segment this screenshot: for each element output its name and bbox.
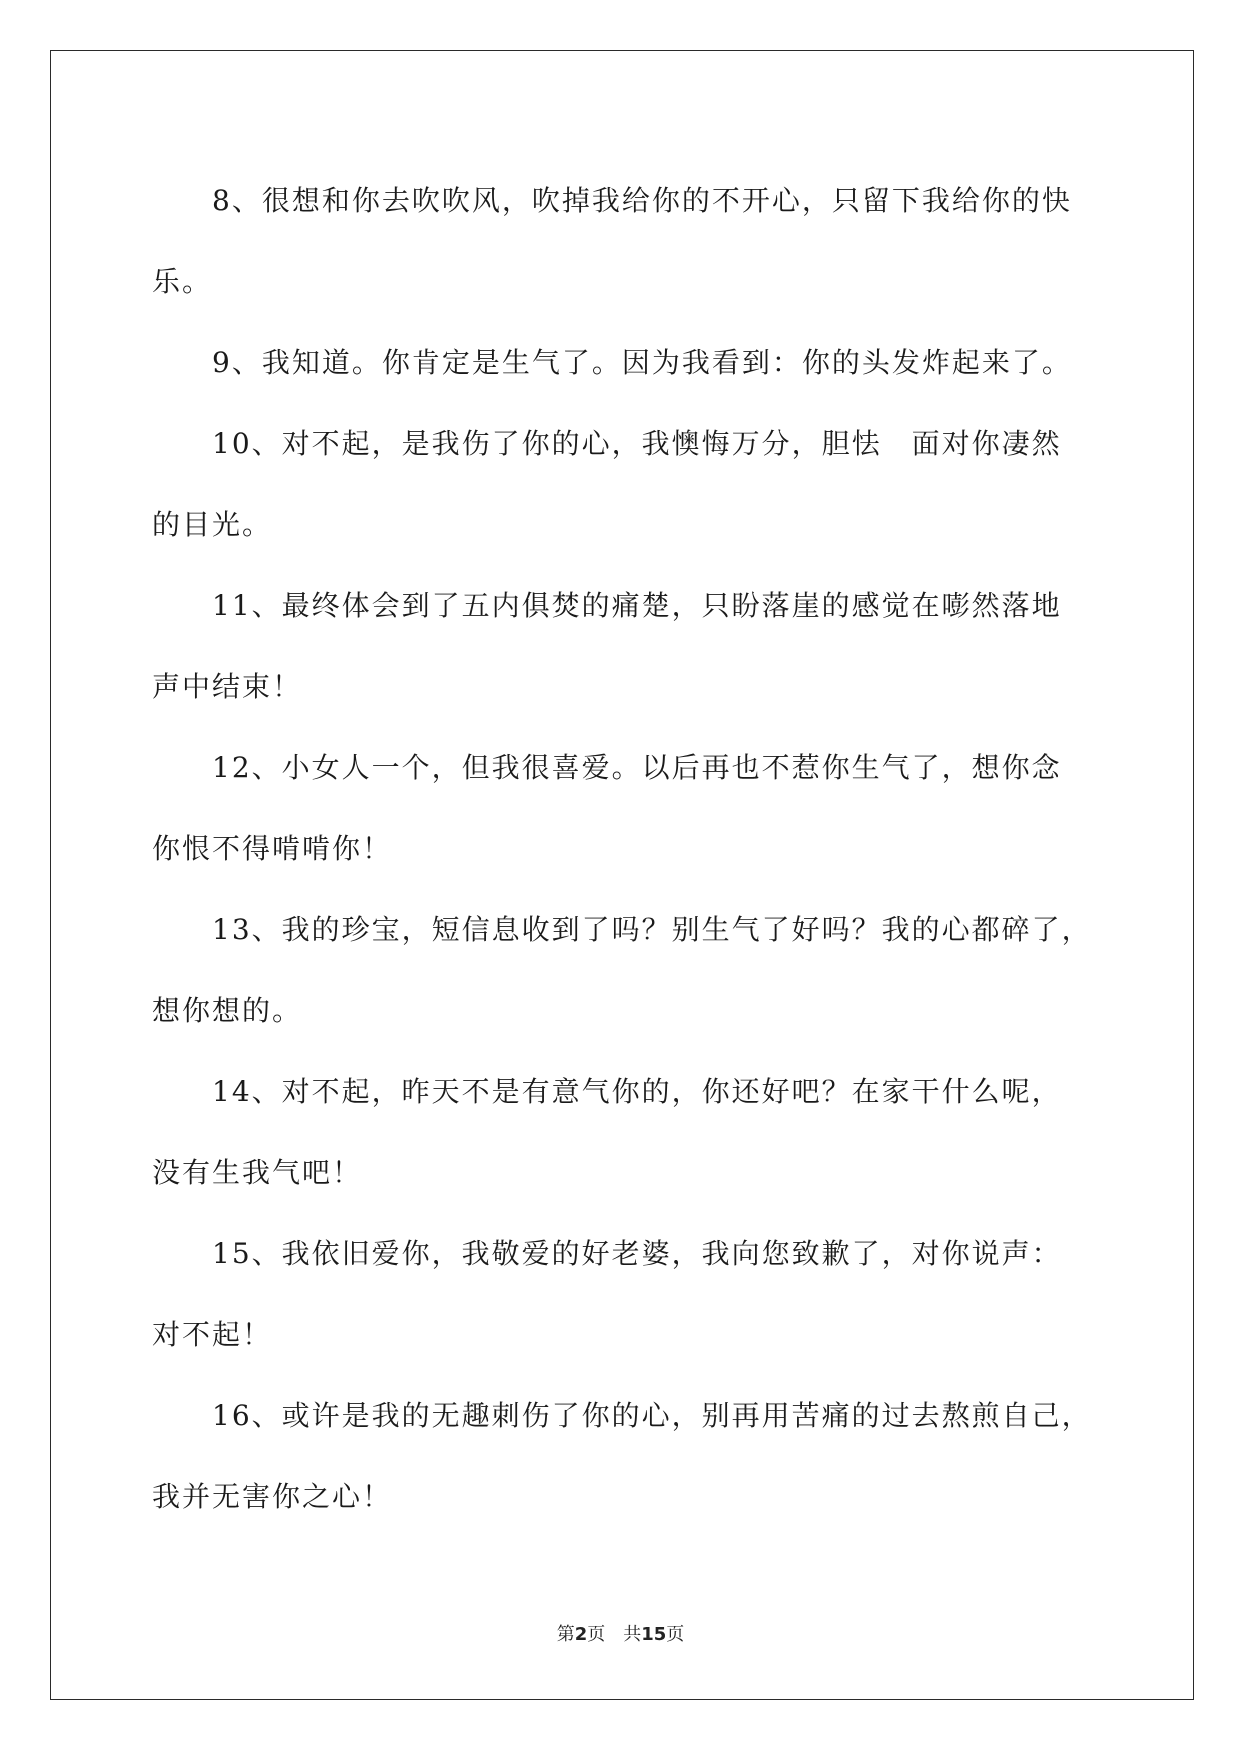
paragraph-continuation: 你恨不得啃啃你！	[152, 832, 393, 865]
paragraph-continuation: 对不起！	[152, 1318, 273, 1351]
paragraph-first-line: 11、最终体会到了五内俱焚的痛楚，只盼落崖的感觉在嘭然落地	[212, 589, 1062, 622]
page-prefix: 第	[556, 1624, 575, 1645]
paragraph-8	[152, 160, 1087, 322]
paragraph-first-line: 16、或许是我的无趣刺伤了你的心，别再用苦痛的过去熬煎自己，	[212, 1399, 1092, 1432]
paragraph-first-line: 14、对不起，昨天不是有意气你的，你还好吧？在家干什么呢，	[212, 1075, 1062, 1108]
paragraph-15	[152, 1213, 1087, 1375]
paragraph-12	[152, 727, 1087, 889]
paragraph-first-line: 15、我依旧爱你，我敬爱的好老婆，我向您致歉了，对你说声：	[212, 1237, 1062, 1270]
paragraph-first-line: 8、很想和你去吹吹风，吹掉我给你的不开心，只留下我给你的快	[212, 184, 1072, 217]
document-body	[152, 160, 1092, 1537]
paragraph-first-line: 12、小女人一个，但我很喜爱。以后再也不惹你生气了，想你念	[212, 751, 1062, 784]
paragraph-11	[152, 565, 1087, 727]
paragraph-continuation: 声中结束！	[152, 670, 303, 703]
paragraph-13	[152, 889, 1092, 1051]
paragraph-first-line: 13、我的珍宝，短信息收到了吗？别生气了好吗？我的心都碎了，	[212, 913, 1092, 946]
paragraph-9	[152, 322, 1087, 403]
total-pages: 15	[641, 1624, 667, 1645]
total-prefix: 共	[623, 1624, 642, 1645]
page-number: 2	[574, 1624, 588, 1645]
paragraph-continuation: 我并无害你之心！	[152, 1480, 393, 1513]
paragraph-continuation: 想你想的。	[152, 994, 303, 1027]
paragraph-continuation: 乐。	[152, 265, 213, 298]
page-footer	[0, 1620, 1241, 1646]
paragraph-first-line: 9、我知道。你肯定是生气了。因为我看到：你的头发炸起来了。	[212, 346, 1072, 379]
paragraph-14	[152, 1051, 1087, 1213]
paragraph-continuation: 的目光。	[152, 508, 273, 541]
paragraph-16	[152, 1375, 1092, 1537]
paragraph-10	[152, 403, 1087, 565]
total-suffix: 页	[666, 1624, 685, 1645]
paragraph-continuation: 没有生我气吧！	[152, 1156, 363, 1189]
paragraph-first-line: 10、对不起，是我伤了你的心，我懊悔万分，胆怯 面对你凄然	[212, 427, 1062, 460]
page-suffix: 页	[587, 1624, 606, 1645]
